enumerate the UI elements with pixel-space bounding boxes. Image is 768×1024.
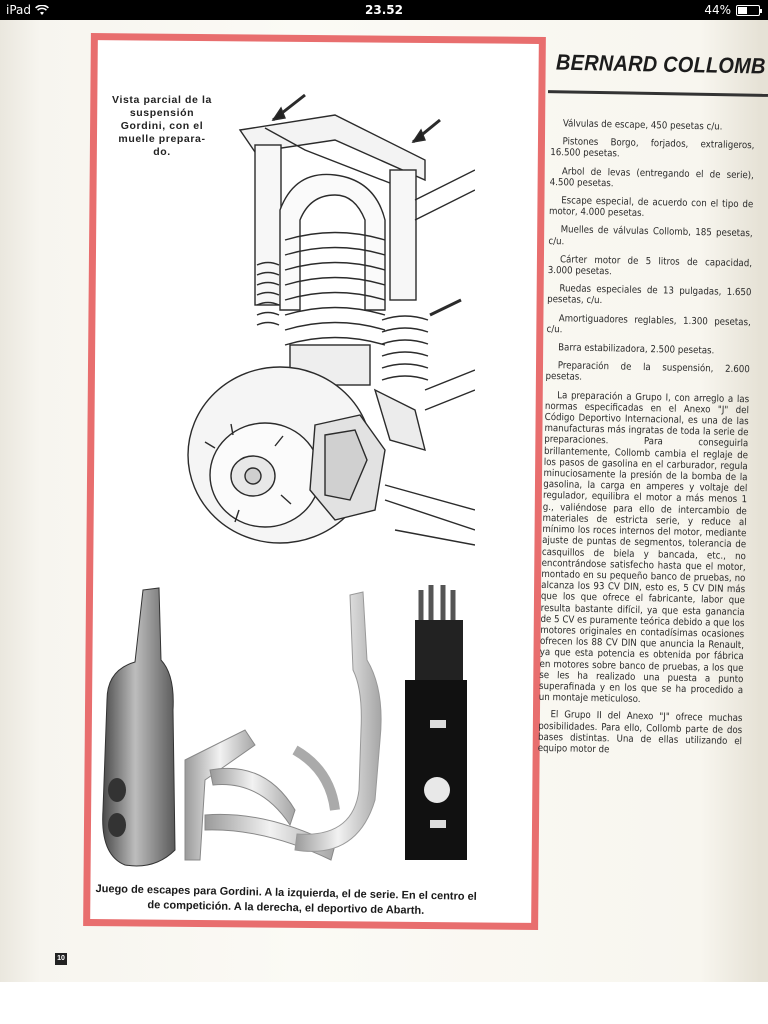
- price-item: Arbol de levas (entregando el de serie), 4.500 pesetas.: [549, 165, 754, 190]
- body-paragraph: El Grupo II del Anexo "J" ofrece muchas posibilidades. Para ello, Collomb parte de dos bases distintas. Una de ellas utilizando el equipo motor de: [537, 709, 743, 756]
- price-item: Barra estabilizadora, 2.500 pesetas.: [558, 342, 715, 357]
- battery-percent: 44%: [704, 3, 731, 17]
- bottom-figure-caption: Juego de escapes para Gordini. A la izquierda, el de serie. En el centro el de competición. A la derecha, el deportivo de Abarth.: [95, 883, 477, 917]
- body-paragraph: La preparación a Grupo I, con arreglo a las normas especificadas en el Anexo "J" del Código Deportivo Internacional, es una de las manufacturas más ingratas de toda la serie de preparaciones. Para conseguirla brillantemente, Collomb cambia el reglaje de los pasos de gasolina en el carburador, regula minuciosamente la presión de la bomba de la gasolina, la carga en amperes y voltaje del regulador, equilibra el motor a más menos 1 g., valiéndose para ello de intercambio de materiales de estricta serie, y reduce al mínimo los roces internos del motor, mediante ajuste de puntas de segmentos, tolerancia de casquillos de biela y bancada, etc., no encontrándose satisfecho hasta que el motor, montado en su pequeño banco de pruebas, no alcanza los 93 CV DIN, esto es, 5 CV DIN más que los que ofrece el fabricante, labor que resulta bastante difícil, ya que esta ganancia de 5 CV es puramente teórica debido a que los motores originales en contadísimas ocasiones ofrecen los 88 CV DIN que anuncia la Renault, ya que esta potencia es obtenida por fábrica en motores sobre banco de pruebas, a los que se les ha realizado una puesta a punto superafinada y en los que se ha procedido a un montaje meticuloso.: [538, 389, 750, 706]
- price-item: Válvulas de escape, 450 pesetas c/u.: [562, 118, 723, 133]
- price-item: Cárter motor de 5 litros de capacidad, 3.000 pesetas.: [547, 254, 753, 278]
- battery-icon: [736, 5, 760, 16]
- price-item: Amortiguadores reglables, 1.300 pesetas, c/u.: [546, 312, 751, 336]
- suspension-illustration: [185, 90, 475, 550]
- price-item: Ruedas especiales de 13 pulgadas, 1.650 pesetas, c/u.: [547, 283, 752, 307]
- article-header: BERNARD COLLOMB: [555, 50, 766, 80]
- exhaust-photo: [95, 580, 485, 880]
- page-number: 10: [55, 953, 67, 965]
- article-column: [538, 118, 755, 765]
- price-item: Preparación de la suspensión, 2.600 pesetas.: [545, 360, 750, 384]
- device-name: iPad: [6, 3, 32, 17]
- battery-fill: [738, 7, 747, 14]
- status-right: [704, 3, 760, 17]
- clock: 23.52: [365, 3, 403, 17]
- price-item: Pistones Borgo, forjados, extraligeros, 16.500 pesetas.: [550, 136, 755, 160]
- price-item: Escape especial, de acuerdo con el tipo de motor, 4.000 pesetas.: [548, 195, 754, 220]
- status-bar: [0, 0, 768, 20]
- top-figure-caption: Vista parcial de la suspensión Gordini, con el muelle prepara- do.: [112, 94, 212, 158]
- page-margin-bottom: [0, 982, 768, 1024]
- price-item: Muelles de válvulas Collomb, 185 pesetas, c/u.: [548, 224, 753, 247]
